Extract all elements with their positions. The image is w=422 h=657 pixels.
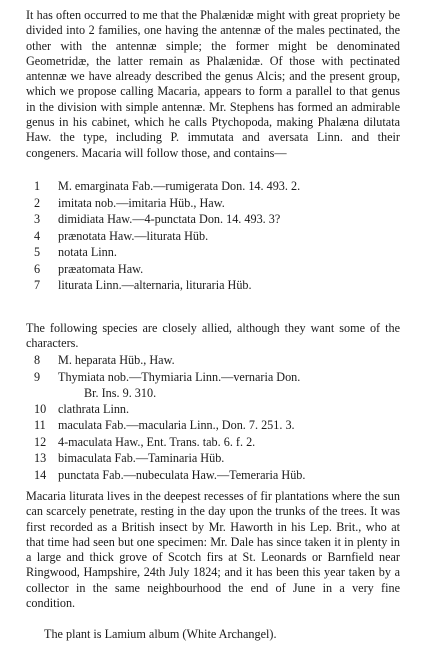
item-number: 7 <box>34 278 41 292</box>
item-number: 14 <box>34 467 47 482</box>
item-text: dimidiata Haw.—4-punctata Don. 14. 493. 3? <box>58 212 281 226</box>
item-text: M. heparata Hüb., Haw. <box>58 353 175 367</box>
item-number: 10 <box>34 401 47 416</box>
list-item <box>34 369 404 401</box>
item-text: notata Linn. <box>58 245 117 259</box>
item-number: 6 <box>34 261 41 276</box>
list-item <box>34 417 404 434</box>
item-text: punctata Fab.—nubeculata Haw.—Temeraria Hüb. <box>58 467 306 482</box>
item-text: præatomata Haw. <box>58 261 144 276</box>
species-list-allied <box>34 352 404 483</box>
item-number: 9 <box>34 369 41 384</box>
list-item <box>34 178 404 195</box>
list-item <box>34 352 404 369</box>
item-text-continuation: Br. Ins. 9. 310. <box>84 385 157 400</box>
item-number: 2 <box>34 195 41 210</box>
species-list-macaria <box>34 178 404 294</box>
list-item <box>34 467 404 484</box>
list-item <box>34 450 404 467</box>
food-plant-note: The plant is Lamium album (White Archangel). <box>44 627 277 641</box>
item-number: 8 <box>34 353 41 367</box>
item-text: bimaculata Fab.—Taminaria Hüb. <box>58 451 225 465</box>
list-item <box>34 195 404 212</box>
item-number: 5 <box>34 245 41 259</box>
list-item <box>34 434 404 451</box>
item-text: Thymiata nob.—Thymiaria Linn.—vernaria Don. <box>58 369 301 384</box>
list-item <box>34 277 404 294</box>
item-number: 3 <box>34 212 41 226</box>
item-text: liturata Linn.—alternaria, lituraria Hüb. <box>58 278 252 292</box>
list-item <box>34 228 404 245</box>
intro-paragraph: It has often occurred to me that the Phalænidæ might with great propriety be divided into 2 families, one having the antennæ of the males pectinated, the other with the antennæ simple; the former might be denominated Geometridæ, the latter remain as Phalænidæ. Of those with pectinated antennæ we have already described the genus Alcis; and the present group, which we propose calling Macaria, appears to form a parallel to that genus in the division with simple antennæ. Mr. Stephens has formed an admirable genus in his cabinet, which he calls Ptychopoda, making Phalæna dilutata Haw. the type, including P. immutata and aversata Linn. and their congeners. Macaria will follow those, and contains— <box>26 8 400 160</box>
item-text: imitata nob.—imitaria Hüb., Haw. <box>58 195 225 210</box>
item-text: maculata Fab.—macularia Linn., Don. 7. 251. 3. <box>58 418 295 432</box>
list-item <box>34 211 404 228</box>
list-item <box>34 244 404 261</box>
item-number: 4 <box>34 228 41 243</box>
item-text: M. emarginata Fab.—rumigerata Don. 14. 493. 2. <box>58 179 301 193</box>
item-number: 12 <box>34 434 47 449</box>
item-number: 1 <box>34 179 41 193</box>
item-text: prænotata Haw.—liturata Hüb. <box>58 228 209 243</box>
allied-species-paragraph: The following species are closely allied, although they want some of the characters. <box>26 321 400 351</box>
list-item <box>34 401 404 418</box>
item-number: 13 <box>34 451 47 465</box>
item-number: 11 <box>34 418 46 432</box>
item-text: clathrata Linn. <box>58 401 130 416</box>
list-item <box>34 261 404 278</box>
liturata-paragraph: Macaria liturata lives in the deepest recesses of fir plantations where the sun can scarcely penetrate, resting in the day upon the trunks of the trees. It was first recorded as a British insect by Mr. Haworth in his Lep. Brit., who at that time had seen but one specimen: Mr. Dale has since taken it in plenty in a large and thick grove of Scotch firs at St. Leonards or Barnfield near Ringwood, Hampshire, 24th July 1824; and it has been this year taken by a collector in the same neighbourhood the end of June in a very fine condition. <box>26 489 400 611</box>
item-text: 4-maculata Haw., Ent. Trans. tab. 6. f. 2. <box>58 434 256 449</box>
